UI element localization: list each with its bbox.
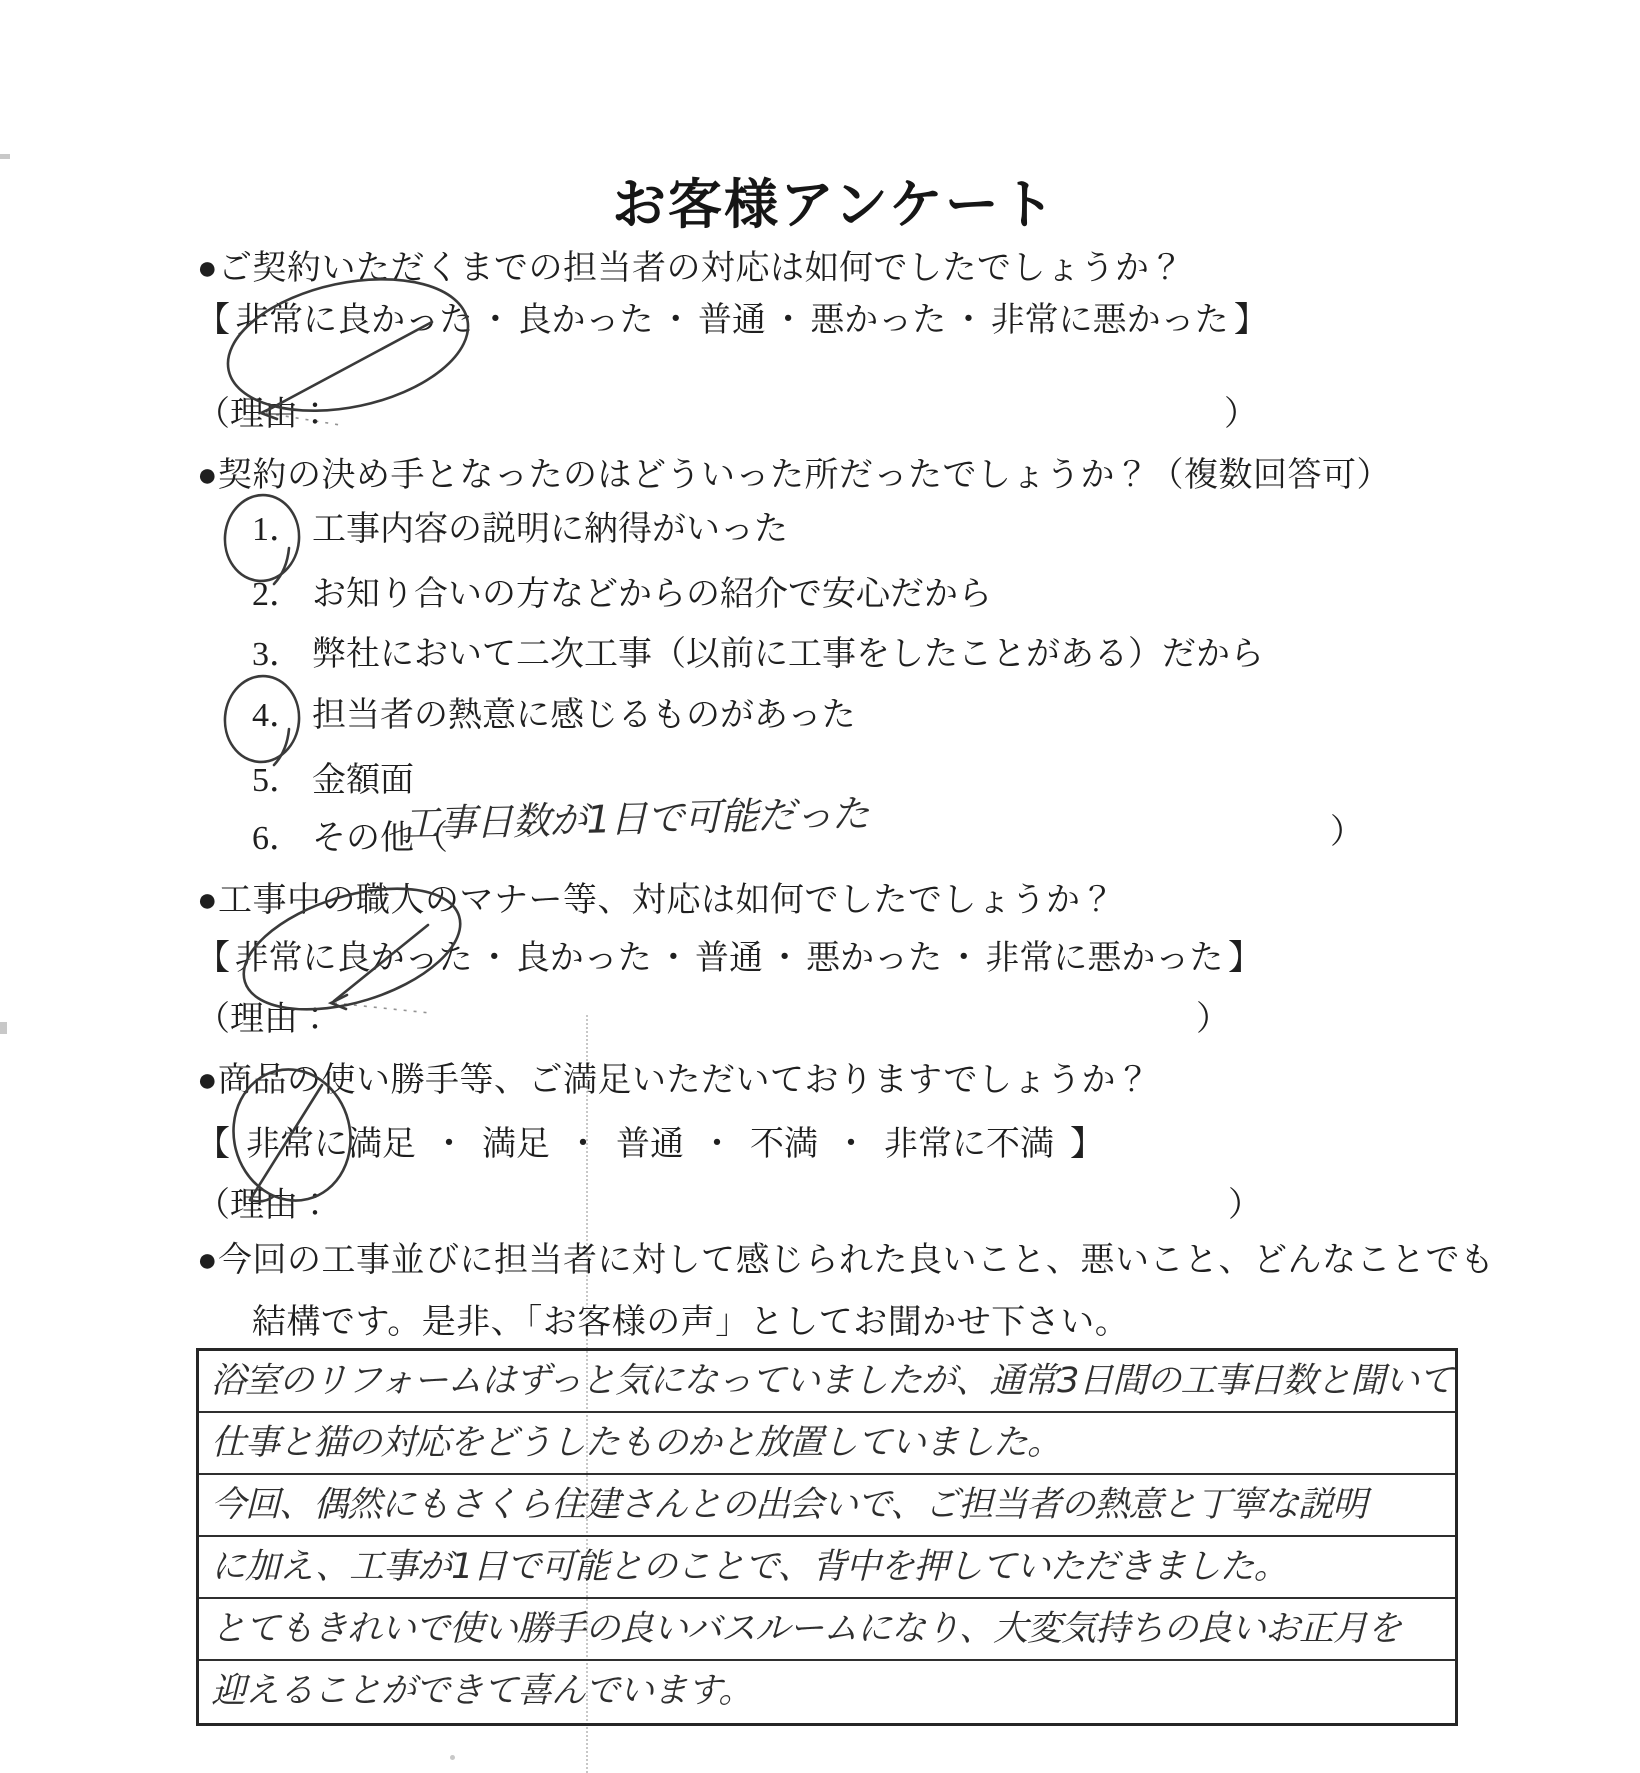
scan-artifact (0, 154, 10, 159)
scan-artifact (0, 1022, 7, 1034)
page-title: お客様アンケート (612, 173, 1057, 236)
option-separator: ・ (951, 302, 986, 339)
q2-item-1-text: 工事内容の説明に納得がいった (312, 511, 788, 548)
q3-option-very-good: 非常に良かった (234, 940, 473, 977)
q4-option-normal: 普通 (616, 1126, 684, 1163)
q1-option-good: 良かった (517, 302, 654, 339)
option-separator: ・ (834, 1126, 868, 1163)
q4-option-dissatisfied: 不満 (750, 1126, 818, 1163)
q2-item-5-number: 5． (252, 762, 303, 799)
comment-line-5: とてもきれいで使い勝手の良いバスルームになり、大変気持ちの良いお正月を (199, 1599, 1455, 1661)
q3-option-good: 良かった (515, 940, 652, 977)
bracket-open: 【 (196, 940, 230, 977)
comment-line-2: 仕事と猫の対応をどうしたものかと放置していました。 (199, 1413, 1455, 1475)
q2-item-6-number: 6． (252, 820, 303, 857)
comment-line-1: 浴室のリフォームはずっと気になっていましたが、通常3日間の工事日数と聞いて (199, 1351, 1455, 1413)
option-separator: ・ (946, 940, 981, 977)
q4-reason-close: ） (1228, 1187, 1262, 1224)
q2-item-1 (252, 510, 788, 549)
comment-line-3: 今回、偶然にもさくら住建さんとの出会いで、ご担当者の熱意と丁寧な説明 (199, 1475, 1455, 1537)
q3-option-bad: 悪かった (806, 940, 943, 977)
q2-item-3 (252, 635, 1264, 674)
option-separator: ・ (477, 940, 512, 977)
q2-item-1-number: 1． (252, 511, 303, 548)
q3-reason-close: ） (1196, 1001, 1230, 1038)
q2-other-handwritten-answer: 工事日数が1日で可能だった (400, 791, 870, 847)
q4-label: ●商品の使い勝手等、ご満足いただいておりますでしょうか？ (197, 1062, 1151, 1099)
option-separator: ・ (656, 940, 691, 977)
option-separator: ・ (771, 302, 806, 339)
q2-item-3-number: 3． (252, 636, 303, 673)
q2-label: ●契約の決め手となったのはどういった所だったでしょうか？（複数回答可） (197, 457, 1392, 494)
q4-option-satisfied: 満足 (482, 1126, 550, 1163)
option-separator: ・ (432, 1126, 466, 1163)
bracket-open: 【 (196, 1126, 230, 1163)
option-separator: ・ (478, 302, 513, 339)
q4-option-very-dissatisfied: 非常に不満 (884, 1126, 1054, 1163)
q3-options-row (196, 939, 1262, 978)
q2-item-6-text: その他（ (312, 820, 448, 857)
q2-other-close-paren: ） (1330, 814, 1364, 851)
q4-option-very-satisfied: 非常に満足 (246, 1126, 416, 1163)
q3-reason-row (196, 1000, 1230, 1039)
option-separator: ・ (700, 1126, 734, 1163)
q5-label-line2: 結構です。是非、「お客様の声」としてお聞かせ下さい。 (252, 1304, 1130, 1341)
q4-reason-row (196, 1186, 1262, 1225)
bracket-close: 】 (1227, 940, 1262, 977)
q1-reason-open: （理由： (196, 396, 332, 433)
q2-item-3-text: 弊社において二次工事（以前に工事をしたことがある）だから (312, 636, 1264, 673)
q2-item-4-number: 4． (252, 697, 303, 734)
scan-artifact (450, 1755, 455, 1760)
q1-option-bad: 悪かった (810, 302, 947, 339)
comment-line-6: 迎えることができて喜んでいます。 (211, 1671, 753, 1711)
bracket-close: 】 (1233, 302, 1268, 339)
q2-item-2-text: お知り合いの方などからの紹介で安心だから (312, 576, 992, 613)
q3-reason-open: （理由： (196, 1001, 332, 1038)
q2-item-4 (252, 696, 856, 735)
q5-label-line1: ●今回の工事並びに担当者に対して感じられた良いこと、悪いこと、どんなことでも (197, 1242, 1495, 1279)
q1-option-very-good: 非常に良かった (235, 302, 474, 339)
q4-reason-open: （理由： (196, 1187, 332, 1224)
q1-option-very-bad: 非常に悪かった (990, 302, 1229, 339)
bracket-open: 【 (196, 302, 230, 339)
q1-options-row (196, 301, 1268, 340)
option-separator: ・ (767, 940, 802, 977)
q3-option-very-bad: 非常に悪かった (985, 940, 1224, 977)
comment-line-4: に加え、工事が1日で可能とのことで、背中を押していただきました。 (199, 1537, 1455, 1599)
q2-item-4-text: 担当者の熱意に感じるものがあった (312, 697, 856, 734)
q1-option-normal: 普通 (697, 302, 766, 339)
q2-item-5-text: 金額面 (312, 762, 414, 799)
bracket-close: 】 (1070, 1126, 1104, 1163)
customer-voice-comment-box (196, 1348, 1458, 1726)
q3-option-normal: 普通 (694, 940, 763, 977)
option-separator: ・ (566, 1126, 600, 1163)
option-separator: ・ (658, 302, 693, 339)
q2-item-2 (252, 575, 992, 614)
q2-item-5 (252, 761, 414, 800)
q1-label: ●ご契約いただくまでの担当者の対応は如何でしたでしょうか？ (197, 250, 1185, 287)
q1-reason-close: ） (1224, 396, 1258, 433)
q1-reason-row (196, 395, 1258, 434)
q2-item-2-number: 2． (252, 576, 303, 613)
q3-label: ●工事中の職人のマナー等、対応は如何でしたでしょうか？ (197, 882, 1116, 919)
q4-options-row (196, 1125, 1104, 1164)
